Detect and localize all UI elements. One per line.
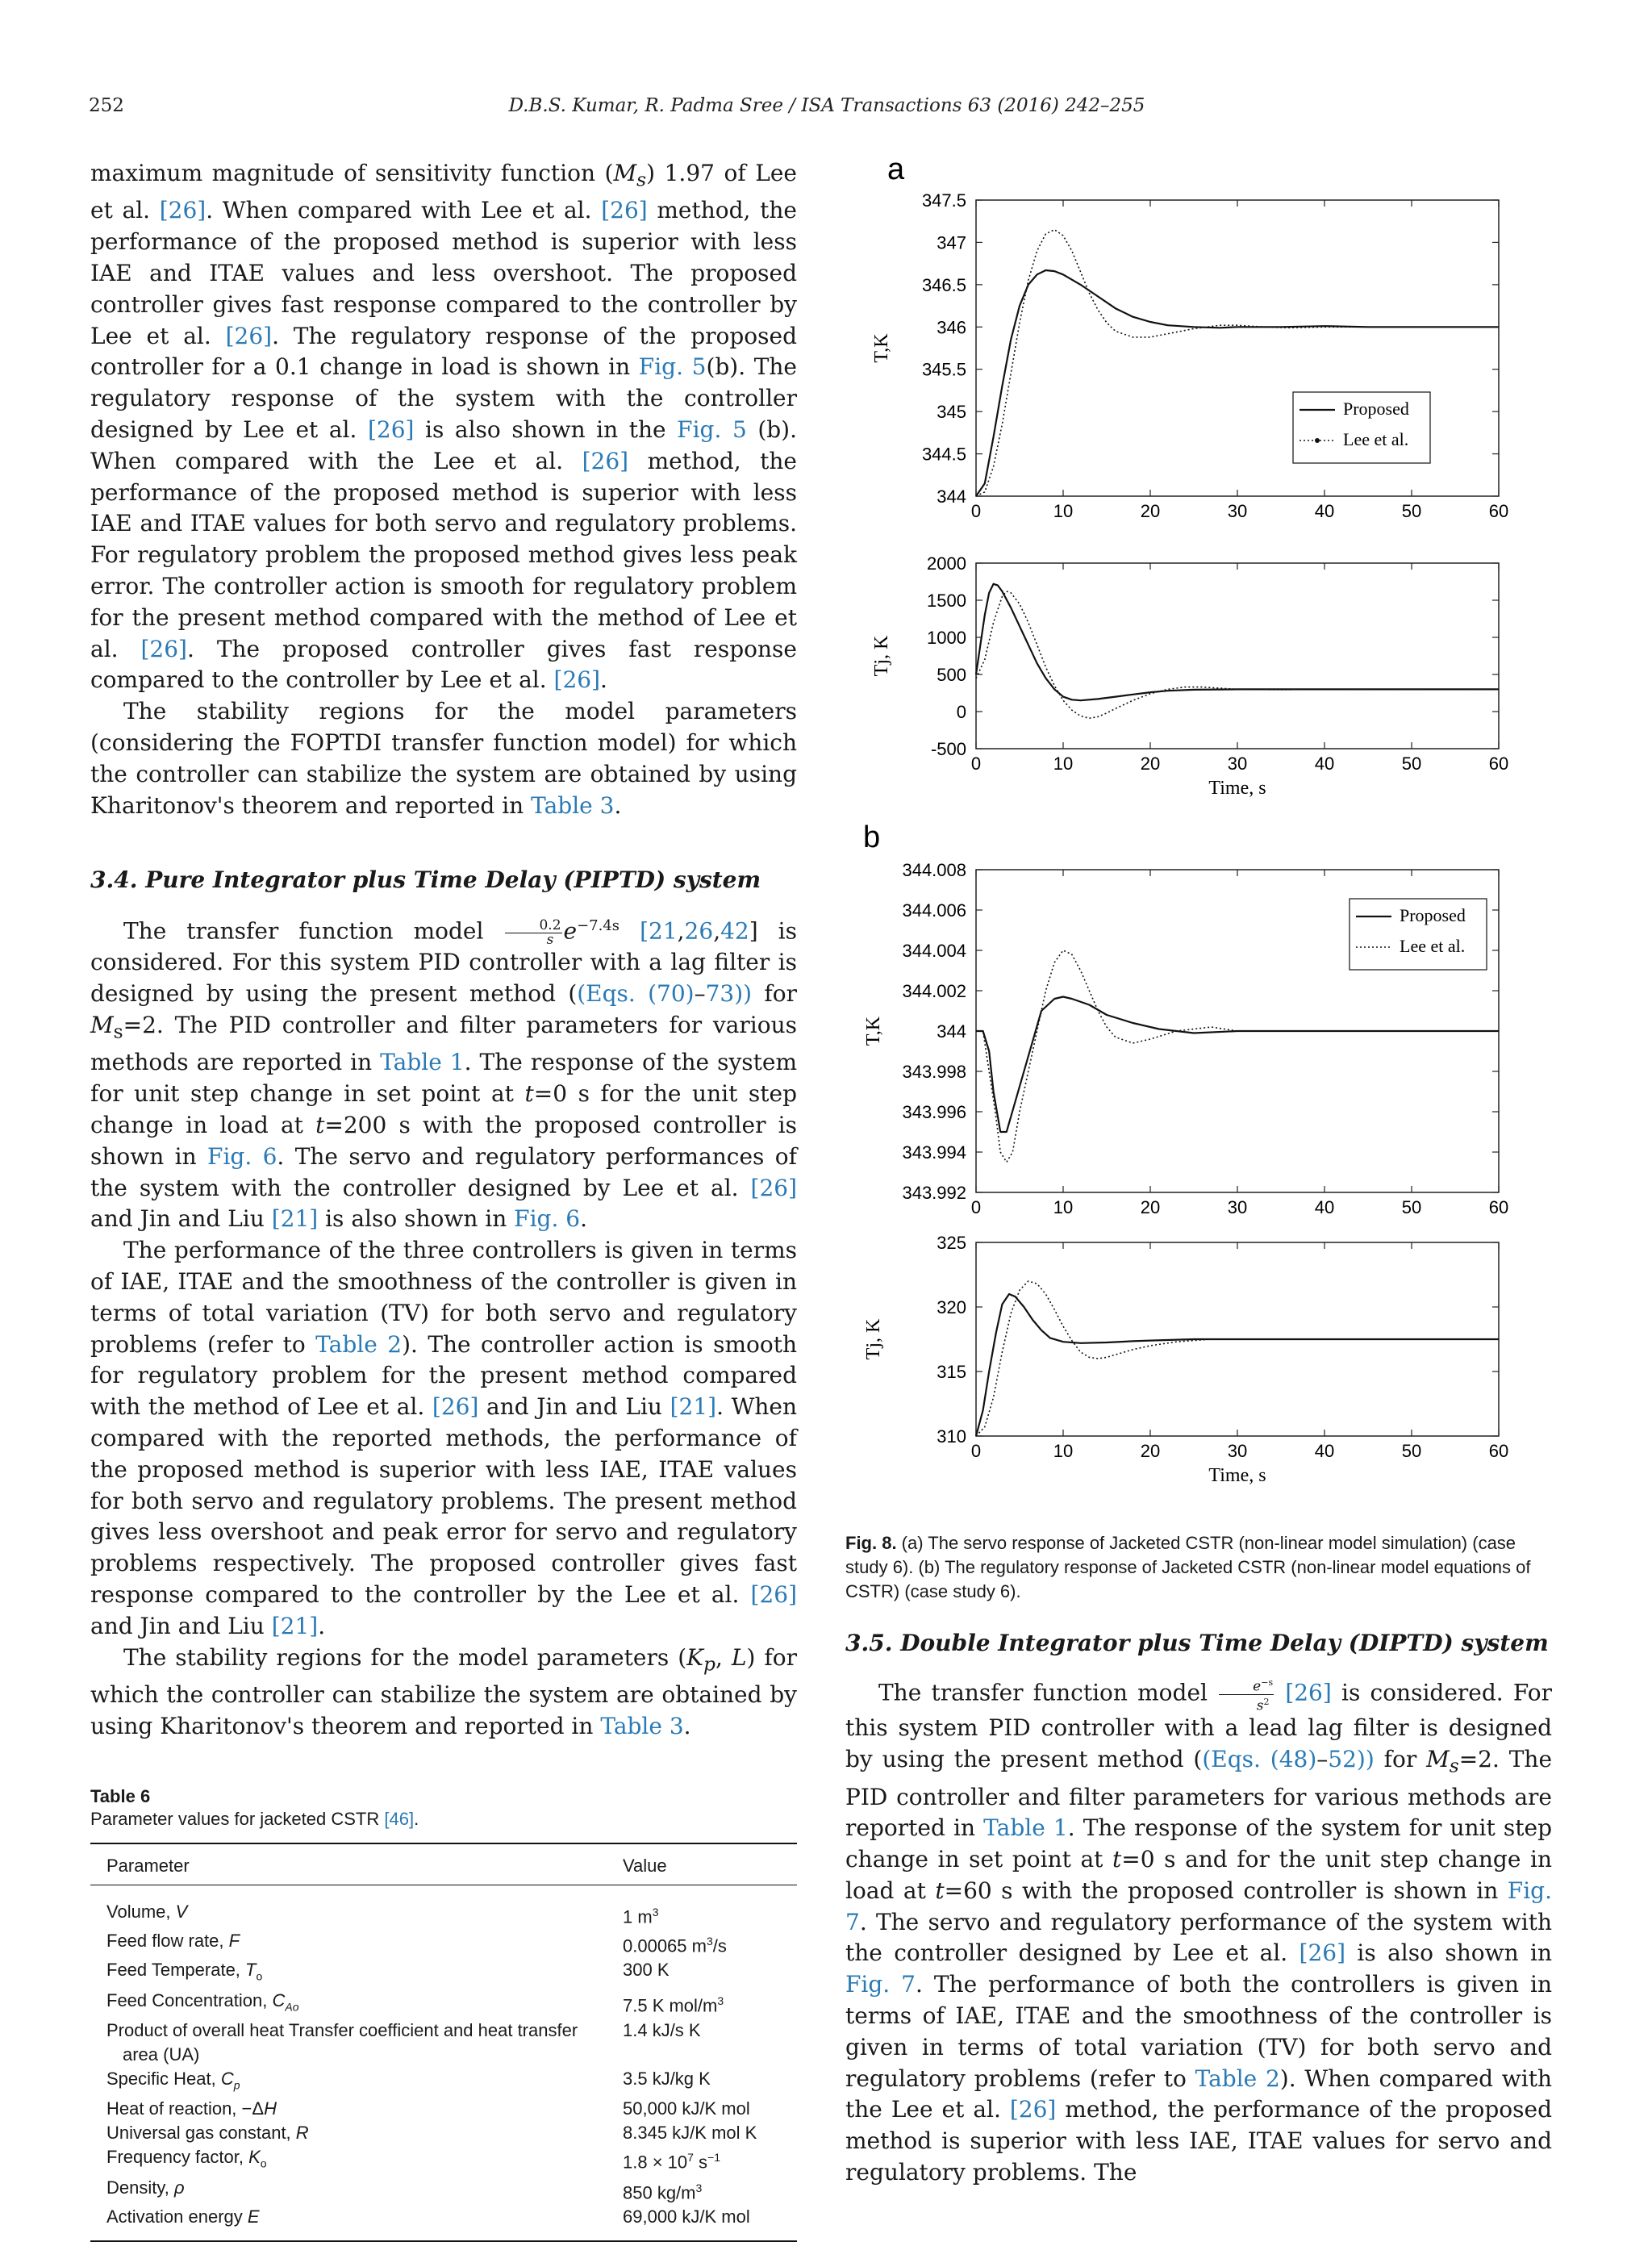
page-number: 252 bbox=[89, 95, 124, 116]
series-line-lee bbox=[976, 950, 1499, 1163]
citation-link[interactable]: [21] bbox=[271, 1612, 319, 1639]
citation-link[interactable]: [26] bbox=[432, 1393, 479, 1421]
x-tick-label: 20 bbox=[1140, 501, 1161, 521]
series-line-lee bbox=[976, 1281, 1499, 1436]
x-tick-label: 0 bbox=[970, 1197, 982, 1217]
citation-link[interactable]: [26] bbox=[750, 1580, 797, 1608]
y-tick-label: -500 bbox=[930, 739, 966, 759]
plot-b-top bbox=[863, 860, 1508, 1217]
page-header bbox=[89, 95, 1565, 127]
table-row: Activation energy E 69,000 kJ/K mol bbox=[106, 2207, 750, 2227]
x-tick-label: 50 bbox=[1401, 754, 1422, 774]
y-tick-label: 315 bbox=[937, 1362, 966, 1382]
paragraph-piptd-model: The transfer function model $\frac{0.2}{s}$ $e^{-7.4s}$ [21,26,42] is considered. For this system PID controller with a lag filter is designed by using the present method ((Eqs. (70)–73)) for $M_s=2$. The PID controller and filter parameters for various methods are reported in Table 1. The response of the system for unit step change in set point at t=0 s for the unit step change in load at t=200 s with the proposed controller is shown in Fig. 6. The servo and regulatory performances of the system with the controller designed by Lee et al. [26] and Jin and Liu [21] is also shown in Fig. 6. bbox=[90, 916, 798, 1233]
figure-link[interactable]: Fig. 6 bbox=[514, 1205, 581, 1233]
x-tick-label: 10 bbox=[1053, 1441, 1074, 1461]
x-tick-label: 30 bbox=[1227, 501, 1248, 521]
paragraph-diptd-model: The transfer function model $\frac{e^{-s}}{s^2}$ [26] is considered. For this system PID controller with a lead lag filter is designed by using the present method ((Eqs. (48)–52)) for $M_s=2$. The PID controller and filter parameters for various methods are reported in Table 1. The response of the system for unit step change in set point at t=0 s and for the unit step change in load at t=60 s with the proposed controller is shown in Fig. 7. The servo and regulatory performance of the system with the controller designed by Lee et al. [26] is also shown in Fig. 7. The performance of both the controllers is given in terms of IAE, ITAE and the smoothness of the controller is given in terms of total variation (TV) for both servo and regulatory problems (refer to Table 2). When compared with the Lee et al. [26] method, the performance of the proposed method is superior with less IAE, ITAE values for servo and regulatory problems. The bbox=[845, 1677, 1553, 2186]
legend-marker bbox=[1315, 438, 1320, 443]
x-tick-label: 50 bbox=[1401, 1441, 1422, 1461]
y-tick-label: 344.008 bbox=[902, 860, 966, 880]
citation-link[interactable]: [26] bbox=[553, 666, 601, 694]
x-tick-label: 30 bbox=[1227, 754, 1248, 774]
equation-link[interactable]: 52)) bbox=[1328, 1746, 1375, 1773]
section-heading-3-5: 3.5. Double Integrator plus Time Delay (DIPTD) system bbox=[845, 1630, 1549, 1656]
figure-8 bbox=[855, 153, 1565, 1533]
x-tick-label: 60 bbox=[1488, 1197, 1509, 1217]
citation-link[interactable]: [26] bbox=[1299, 1939, 1346, 1967]
y-tick-label: 346 bbox=[937, 317, 966, 338]
table-link[interactable]: Table 3 bbox=[531, 791, 615, 819]
x-tick-label: 60 bbox=[1488, 754, 1509, 774]
legend-label: Proposed bbox=[1343, 399, 1409, 419]
x-tick-label: 50 bbox=[1401, 501, 1422, 521]
x-tick-label: 40 bbox=[1314, 754, 1335, 774]
citation-link[interactable]: 26 bbox=[684, 917, 714, 945]
legend-label: Lee et al. bbox=[1343, 429, 1409, 449]
table-row: Feed Concentration, $C_{Ao}$ 7.5 K mol/$m^3$ bbox=[106, 1989, 724, 2015]
citation-link[interactable]: [26] bbox=[367, 415, 415, 443]
citation-link[interactable]: [26] bbox=[1009, 2096, 1057, 2123]
x-tick-label: 20 bbox=[1140, 1441, 1161, 1461]
plot-frame bbox=[976, 563, 1499, 749]
table-caption: Parameter values for jacketed CSTR [46]. bbox=[90, 1808, 419, 1829]
table-row: Universal gas constant, R 8.345 kJ/K mol K bbox=[106, 2123, 757, 2144]
x-tick-label: 30 bbox=[1227, 1197, 1248, 1217]
table-row: Specific Heat, $C_p$ 3.5 kJ/kg K bbox=[106, 2069, 711, 2092]
table-row: Volume, V 1 $m^3$ bbox=[106, 1901, 659, 1927]
citation-link[interactable]: 42 bbox=[720, 917, 749, 945]
table-link[interactable]: Table 3 bbox=[600, 1712, 684, 1739]
x-tick-label: 10 bbox=[1053, 501, 1074, 521]
x-tick-label: 0 bbox=[970, 754, 982, 774]
table-link[interactable]: Table 2 bbox=[315, 1330, 403, 1358]
y-tick-label: 344.004 bbox=[902, 941, 966, 961]
table-row: Frequency factor, $K_o$ $1.8 \times 10^7$ $s^{-1}$ bbox=[106, 2147, 721, 2173]
series-line-proposed bbox=[976, 997, 1499, 1133]
x-tick-label: 30 bbox=[1227, 1441, 1248, 1461]
y-tick-label: 343.994 bbox=[902, 1142, 966, 1163]
table-header-row bbox=[90, 1843, 797, 1885]
y-tick-label: 346.5 bbox=[921, 274, 966, 295]
y-tick-label: 344.006 bbox=[902, 900, 966, 921]
legend-label: Lee et al. bbox=[1400, 936, 1466, 956]
x-tick-label: 50 bbox=[1401, 1197, 1422, 1217]
x-axis-label: Time, s bbox=[1208, 1465, 1266, 1486]
figure-caption: Fig. 8. (a) The servo response of Jacketed CSTR (non-linear model simulation) (case study 6). (b) The regulatory response of Jacketed CSTR (non-linear model equations of CSTR) (case study 6). bbox=[845, 1533, 1531, 1601]
y-axis-label: Tj, K bbox=[871, 635, 892, 677]
y-tick-label: 343.998 bbox=[902, 1062, 966, 1082]
x-tick-label: 60 bbox=[1488, 1441, 1509, 1461]
equation-link[interactable]: 73)) bbox=[705, 980, 753, 1008]
legend-label: Proposed bbox=[1400, 905, 1466, 925]
y-tick-label: 344 bbox=[937, 1021, 966, 1042]
column-header-parameter: Parameter bbox=[90, 1843, 607, 1885]
y-tick-label: 344.002 bbox=[902, 981, 966, 1001]
column-header-value: Value bbox=[607, 1843, 797, 1885]
equation-link[interactable]: (Eqs. (48) bbox=[1202, 1746, 1317, 1773]
panel-b-label: b bbox=[863, 820, 881, 854]
figure-link[interactable]: Fig. 6 bbox=[207, 1142, 277, 1170]
figure-link[interactable]: Fig. 5 bbox=[638, 353, 707, 381]
x-tick-label: 10 bbox=[1053, 754, 1074, 774]
y-tick-label: 500 bbox=[937, 665, 966, 685]
y-tick-label: 345 bbox=[937, 402, 966, 423]
series-line-proposed bbox=[976, 1294, 1499, 1436]
equation-link[interactable]: (Eqs. (70) bbox=[577, 980, 695, 1008]
section-heading-3-4: 3.4. Pure Integrator plus Time Delay (PIPTD) system bbox=[90, 866, 761, 894]
table-6 bbox=[90, 1786, 797, 2242]
y-tick-label: 347 bbox=[937, 232, 966, 253]
y-tick-label: 320 bbox=[937, 1297, 966, 1317]
y-axis-label: Tj, K bbox=[863, 1318, 884, 1360]
citation-link[interactable]: [21] bbox=[271, 1205, 319, 1233]
y-tick-label: 2000 bbox=[927, 553, 966, 574]
parameter-table bbox=[90, 1843, 797, 2242]
series-line-lee bbox=[976, 591, 1499, 718]
plot-a-bottom bbox=[871, 553, 1508, 799]
x-tick-label: 60 bbox=[1488, 501, 1509, 521]
table-link[interactable]: Table 1 bbox=[380, 1049, 465, 1076]
paragraph-three-controllers: The performance of the three controllers is given in terms of IAE, ITAE and the smoothness of the controller is given in terms of total variation (TV) for both servo and regulatory problems (refer to Table 2). The controller action is smooth for regulatory problem for the present method compared with the method of Lee et al. [26] and Jin and Liu [21]. When compared with the reported methods, the performance of the proposed method is superior with less IAE, ITAE values for both servo and regulatory problems. The present method gives less overshoot and peak error for servo and regulatory problems respectively. The proposed controller gives fast response compared to the controller by the Lee et al. [26] and Jin and Liu [21]. bbox=[90, 1237, 797, 1639]
paragraph-stability-foptdi: The stability regions for the model parameters (considering the FOPTDI transfer function model) for which the controller can stabilize the system are obtained by using Kharitonov's theorem and reported in Table 3. bbox=[90, 698, 797, 819]
y-axis-label: T,K bbox=[863, 1016, 884, 1046]
citation-link[interactable]: [26] bbox=[225, 322, 273, 349]
x-tick-label: 40 bbox=[1314, 1197, 1335, 1217]
y-tick-label: 310 bbox=[937, 1426, 966, 1447]
y-axis-label: T,K bbox=[871, 333, 892, 363]
y-tick-label: 0 bbox=[956, 702, 966, 722]
figure-link[interactable]: Fig. 7 bbox=[845, 1971, 916, 1998]
citation-link[interactable]: [26] bbox=[159, 197, 206, 224]
table-row: Feed flow rate, F 0.00065 $m^3/s$ bbox=[106, 1930, 727, 1956]
table-row: Product of overall heat Transfer coefficient and heat transfer area (UA) 1.4 kJ/s K bbox=[106, 2020, 701, 2065]
plot-b-bottom bbox=[863, 1233, 1508, 1486]
y-tick-label: 343.992 bbox=[902, 1183, 966, 1203]
citation-link[interactable]: [21] bbox=[670, 1393, 717, 1421]
plot-a-top bbox=[871, 190, 1508, 521]
right-column-text bbox=[845, 1630, 1552, 2189]
fraction: $\frac{0.2}{s}$ bbox=[505, 919, 561, 947]
citation-link[interactable]: [26] bbox=[582, 447, 629, 474]
panel-a-label: a bbox=[887, 153, 905, 186]
y-tick-label: 1500 bbox=[927, 591, 966, 611]
table-link[interactable]: Table 1 bbox=[983, 1814, 1068, 1842]
x-tick-label: 40 bbox=[1314, 1441, 1335, 1461]
y-tick-label: 343.996 bbox=[902, 1102, 966, 1122]
x-axis-label: Time, s bbox=[1208, 778, 1266, 799]
table-row: Density, ρ 850 $kg/m^3$ bbox=[106, 2177, 703, 2203]
figure-link[interactable]: Fig. 5 bbox=[677, 415, 747, 443]
x-tick-label: 20 bbox=[1140, 1197, 1161, 1217]
y-tick-label: 1000 bbox=[927, 628, 966, 648]
left-column bbox=[90, 158, 797, 2242]
table-row: Feed Temperate, $T_o$ 300 K bbox=[106, 1960, 670, 1983]
journal-header: D.B.S. Kumar, R. Padma Sree / ISA Transactions 63 (2016) 242–255 bbox=[508, 95, 1145, 116]
x-tick-label: 10 bbox=[1053, 1197, 1074, 1217]
y-tick-label: 325 bbox=[937, 1233, 966, 1253]
y-tick-label: 345.5 bbox=[921, 359, 966, 380]
citation-link[interactable]: [46] bbox=[384, 1808, 415, 1829]
citation-link[interactable]: [26] bbox=[750, 1174, 797, 1201]
y-tick-label: 344.5 bbox=[921, 444, 966, 465]
table-title: Table 6 bbox=[90, 1785, 151, 1806]
table-link[interactable]: Table 2 bbox=[1195, 2065, 1280, 2092]
x-tick-label: 0 bbox=[970, 1441, 982, 1461]
citation-link[interactable]: [26] bbox=[601, 197, 648, 224]
y-tick-label: 344 bbox=[937, 486, 966, 507]
citation-link[interactable]: [26] bbox=[140, 635, 187, 662]
figure-caption-block bbox=[845, 1531, 1555, 1604]
paragraph-lee-comparison: maximum magnitude of sensitivity function $(M_s)$ 1.97 of Lee et al. [26]. When compared with Lee et al. [26] method, the performance of the proposed method is superior with less IAE and ITAE values and less overshoot. The proposed controller gives fast response compared to the controller by Lee et al. [26]. The regulatory response of the proposed controller for a 0.1 change in load is shown in Fig. 5(b). The regulatory response of the system with the controller designed by Lee et al. [26] is also shown in the Fig. 5 (b). When compared with the Lee et al. [26] method, the performance of the proposed method is superior with less IAE and ITAE values for both servo and regulatory problems. For regulatory problem the proposed method gives less peak error. The controller action is smooth for regulatory problem for the present method compared with the method of Lee et al. [26]. The proposed controller gives fast response compared to the controller by Lee et al. [26]. bbox=[90, 160, 798, 694]
citation-link[interactable]: [26] bbox=[1285, 1679, 1332, 1706]
figure-link[interactable]: Fig. 7 bbox=[845, 1877, 1552, 1935]
y-tick-label: 347.5 bbox=[921, 190, 966, 211]
table-row: Heat of reaction, −ΔH 50,000 kJ/K mol bbox=[106, 2098, 750, 2119]
fraction: $\frac{e^{-s}}{s^2}$ bbox=[1219, 1676, 1274, 1713]
series-line-proposed bbox=[976, 584, 1499, 700]
x-tick-label: 0 bbox=[970, 501, 982, 521]
x-tick-label: 20 bbox=[1140, 754, 1161, 774]
citation-link[interactable]: 21 bbox=[649, 917, 678, 945]
paragraph-stability-kp-l: The stability regions for the model parameters ($K_p$, L) for which the controller can stabilize the system are obtained by using Kharitonov's theorem and reported in Table 3. bbox=[90, 1643, 798, 1739]
x-tick-label: 40 bbox=[1314, 501, 1335, 521]
